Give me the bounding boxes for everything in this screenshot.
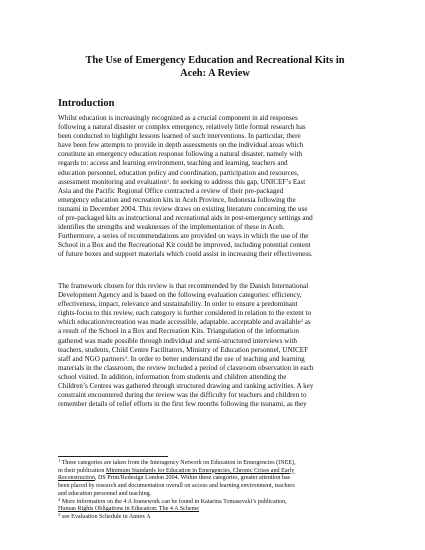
text-fragment: as [302,318,311,327]
text-fragment: which education/recreation was made accessible, adaptable, acceptable and available [58,318,301,327]
text-line: and education personnel and teaching. [58,490,152,497]
text-line: a result of the School in a Box and Recreation Kits. Triangulation of the information [58,327,299,336]
text-line: been conducted to highlight lessons learned of such interventions. In particular, there [58,132,301,141]
section-heading: Introduction [58,98,115,109]
text-line: of future boxes and support materials which could assist in increasing their effectiveness. [58,250,313,259]
footnote-mark: 2 [58,496,61,502]
text-line: constraint encountered during the review was the difficulty for teachers and children to [58,391,307,400]
text-fragment: staff and NGO partners [58,354,125,363]
footnote-3 [58,511,376,522]
title-line: The Use of Emergency Education and Recreational Kits in [85,55,345,66]
footnote-ref-1: 1 [166,177,170,183]
text-fragment: , DS Print/Redesign London 2004. Within these categories, greater attention has [94,475,291,482]
text-line: regards to: access and learning environment, teaching and learning, teachers and [58,159,288,168]
footnote-ref-3: 3 [124,354,127,360]
text-line: teachers, students, Child Centre Facilitators, Ministry of Education personnel, UNICEF [58,345,309,354]
text-line: have been few attempts to provide in depth assessments on the individual areas which [58,141,304,150]
text-line: of pre-packaged kits as instructional and recreational aids in post-emergency settings and [58,214,313,223]
document-title [58,54,372,81]
text-line [58,468,376,476]
text-line: Whilst education is increasingly recognized as a crucial component in aid responses [58,114,298,122]
text-line [58,178,376,187]
text-line: emergency education and recreation kits in Aceh Province, Indonesia following the [58,195,296,204]
publication-title: Reconstruction [58,475,95,482]
footnote-ref-2: 2 [300,318,303,324]
text-line: remember details of relief efforts in the first few months following the tsunami, as they [58,400,307,409]
paragraph-2 [58,282,376,409]
footnote-mark: 1 [58,458,61,463]
text-line: rights-focus to this review, each category is further considered in relation to the extent to [58,309,312,318]
text-line: The framework chosen for this review is that recommended by the Danish International [58,282,309,290]
text-line: materials in the classroom, the review included a period of classroom observation in each [58,363,314,372]
footnotes [58,460,376,522]
text-line: education personnel, education policy and coordination, participation and resources, [58,168,299,177]
title-line: Aceh: A Review [180,68,250,80]
footnote-mark: 3 [58,511,61,517]
text-fragment: More information on the 4 A framework can be found in Katarina Tomasevski’s publication, [60,498,287,505]
text-fragment: These categories are taken from the Interagency Network on Education in Emergencies (INEE), [60,460,296,466]
footnote-2 [58,496,376,507]
text-line: school visited. In addition, information from students and children attending the [58,372,287,381]
text-fragment: in their publication [58,467,106,474]
text-line: Children’s Centres was gathered through structured drawing and ranking activities. A key [58,382,314,391]
text-line [58,318,376,327]
text-line: following a natural disaster or complex emergency, relatively little formal research has [58,123,306,132]
text-fragment: see Evaluation Schedule in Annex A [60,513,151,520]
text-fragment: . In order to better understand the use of teaching and learning [127,354,305,363]
text-line [58,355,376,364]
text-line: Furthermore, a series of recommendations are provided on ways in which the use of the [58,232,309,241]
text-line: gathered was made possible through individual and semi-structured interviews with [58,336,297,345]
text-line: Development Agency and is based on the following evaluation categories: efficiency, [58,291,302,300]
paragraph-1 [58,114,376,260]
text-line [58,475,376,483]
text-fragment: . In seeking to address this gap, UNICEF’s East [169,177,306,186]
footnote-1 [58,460,376,468]
text-fragment: assessment monitoring and evaluation [58,177,167,186]
text-line: constitute an emergency education response following a natural disaster, namely with [58,150,303,159]
text-line: effectiveness, impact, relevance and sustainability. In order to ensure a predominant [58,300,298,309]
footnote-divider [58,456,168,457]
publication-title: Minimum Standards for Education in Emergencies, Chronic Crises and Early [105,467,295,474]
text-line: been placed by research and documentation overall on access and learning environment, teachers [58,483,295,490]
text-line: Asia and the Pacific Regional Office contracted a review of their pre-packaged [58,186,284,195]
publication-title: Human Rights Obligations in Education: The 4 A Scheme [58,506,200,513]
text-line: identifies the strengths and weaknesses of the implementation of these in Aceh. [58,223,285,232]
text-line: tsunami in December 2004. This review draws on existing literature concerning the use [58,204,308,213]
text-line: School in a Box and the Recreational Kit could be improved, including potential content [58,241,311,250]
